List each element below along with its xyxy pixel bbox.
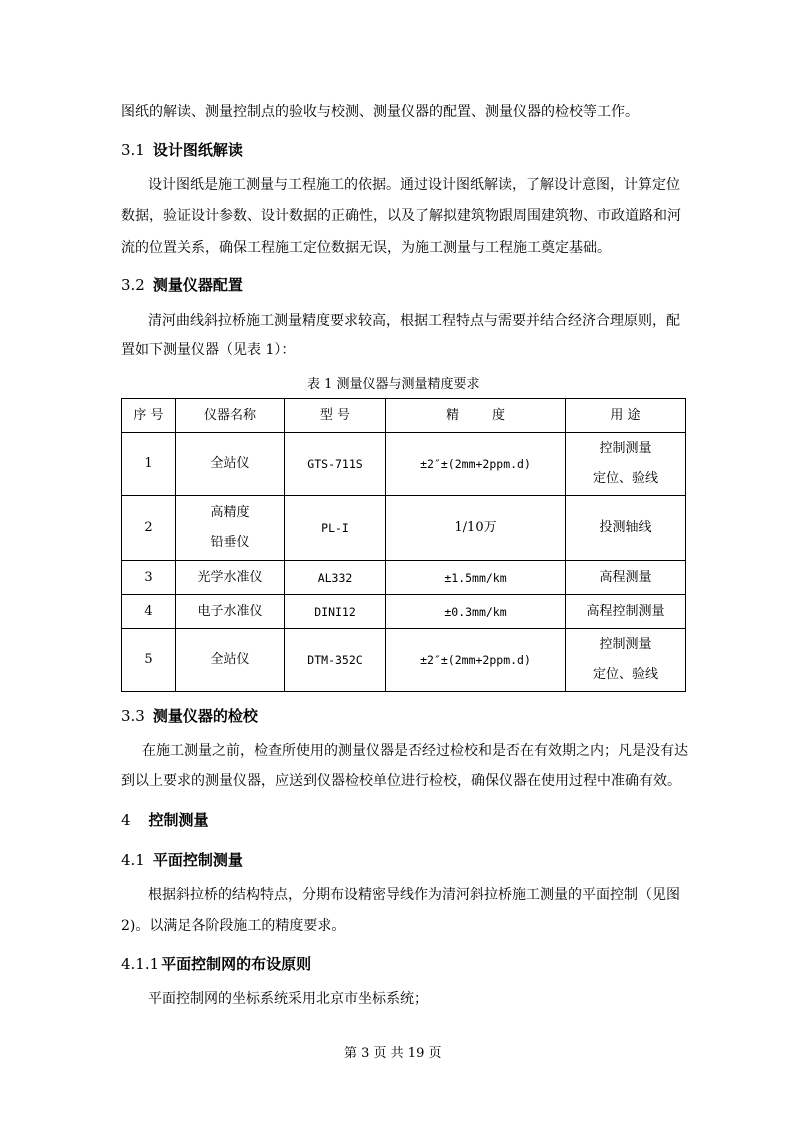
paragraph-line: 平面控制网的坐标系统采用北京市坐标系统； bbox=[148, 991, 428, 1007]
cell-use bbox=[566, 561, 686, 595]
cell-no: 5 bbox=[122, 629, 176, 692]
table-row bbox=[122, 496, 686, 561]
table-row bbox=[122, 433, 686, 496]
header-cell: 仪器名称 bbox=[176, 399, 285, 433]
name-line: 铅垂仪 bbox=[210, 535, 250, 550]
use-line: 定位、验线 bbox=[592, 471, 658, 486]
use-line: 控制测量 bbox=[599, 441, 652, 456]
paragraph-line: 数据，验证设计参数、设计数据的正确性，以及了解拟建筑物跟周围建筑物、市政道路和河 bbox=[121, 208, 681, 224]
heading-4-1-1 bbox=[121, 955, 311, 973]
cell-precision: 1/10万 bbox=[386, 496, 566, 561]
heading-title: 设计图纸解读 bbox=[152, 141, 243, 159]
cell-precision: ±2″±(2mm+2ppm.d) bbox=[386, 433, 566, 496]
paragraph-line: 置如下测量仪器（见表 1）： bbox=[121, 342, 296, 358]
cell-precision: ±1.5mm/km bbox=[386, 561, 566, 595]
cell-model: GTS-711S bbox=[285, 433, 386, 496]
heading-3-3 bbox=[121, 707, 258, 725]
cell-use bbox=[566, 629, 686, 692]
name-line: 高精度 bbox=[210, 505, 250, 520]
heading-number: 4.1.1 bbox=[121, 955, 160, 973]
paragraph-line: 流的位置关系，确保工程施工定位数据无误，为施工测量与工程施工奠定基础。 bbox=[121, 240, 611, 256]
paragraph-line: 清河曲线斜拉桥施工测量精度要求较高，根据工程特点与需要并结合经济合理原则，配 bbox=[148, 313, 680, 329]
use-line: 投测轴线 bbox=[599, 520, 652, 535]
table-row bbox=[122, 629, 686, 692]
cell-model: DTM-352C bbox=[285, 629, 386, 692]
paragraph-line: 2)。以满足各阶段施工的精度要求。 bbox=[121, 918, 346, 934]
cell-use bbox=[566, 433, 686, 496]
intro-paragraph: 图纸的解读、测量控制点的验收与校测、测量仪器的配置、测量仪器的检校等工作。 bbox=[121, 104, 639, 120]
cell-name bbox=[176, 561, 285, 595]
instrument-table bbox=[121, 398, 686, 692]
cell-name bbox=[176, 595, 285, 629]
cell-precision: ±2″±(2mm+2ppm.d) bbox=[386, 629, 566, 692]
cell-model: PL-I bbox=[285, 496, 386, 561]
name-line: 电子水准仪 bbox=[197, 603, 263, 619]
table-row bbox=[122, 595, 686, 629]
heading-title: 平面控制网的布设原则 bbox=[161, 955, 312, 973]
name-line: 全站仪 bbox=[210, 456, 250, 471]
heading-3-1 bbox=[121, 141, 243, 159]
cell-no: 3 bbox=[122, 561, 176, 595]
use-line: 定位、验线 bbox=[592, 667, 658, 682]
use-line: 控制测量 bbox=[599, 637, 652, 652]
heading-title: 平面控制测量 bbox=[152, 851, 243, 869]
table-row bbox=[122, 561, 686, 595]
cell-use bbox=[566, 496, 686, 561]
heading-number: 4 bbox=[121, 811, 131, 829]
paragraph-line: 根据斜拉桥的结构特点，分期布设精密导线作为清河斜拉桥施工测量的平面控制（见图 bbox=[148, 887, 680, 903]
name-line: 光学水准仪 bbox=[197, 569, 263, 585]
name-line: 全站仪 bbox=[210, 652, 250, 667]
cell-precision: ±0.3mm/km bbox=[386, 595, 566, 629]
heading-number: 3.1 bbox=[121, 141, 145, 159]
cell-no: 2 bbox=[122, 496, 176, 561]
cell-name bbox=[176, 433, 285, 496]
cell-name bbox=[176, 496, 285, 561]
paragraph-line: 设计图纸是施工测量与工程施工的依据。通过设计图纸解读，了解设计意图，计算定位 bbox=[148, 177, 680, 193]
cell-name bbox=[176, 629, 285, 692]
heading-title: 控制测量 bbox=[148, 811, 209, 829]
header-cell: 精 度 bbox=[386, 399, 566, 433]
table-header-row bbox=[122, 399, 686, 433]
cell-model: AL332 bbox=[285, 561, 386, 595]
heading-number: 3.3 bbox=[121, 707, 145, 725]
table-caption: 表 1 测量仪器与测量精度要求 bbox=[307, 377, 480, 392]
heading-4-1 bbox=[121, 851, 243, 869]
heading-number: 3.2 bbox=[121, 276, 145, 294]
heading-title: 测量仪器配置 bbox=[152, 276, 243, 294]
heading-4 bbox=[121, 811, 209, 829]
heading-title: 测量仪器的检校 bbox=[152, 707, 258, 725]
paragraph-line: 到以上要求的测量仪器，应送到仪器检校单位进行检校，确保仪器在使用过程中准确有效。 bbox=[121, 773, 681, 789]
cell-use bbox=[566, 595, 686, 629]
use-line: 高程控制测量 bbox=[586, 603, 665, 619]
page-footer: 第 3 页 共 19 页 bbox=[344, 1046, 442, 1061]
use-line: 高程测量 bbox=[599, 569, 652, 585]
heading-3-2 bbox=[121, 276, 243, 294]
header-cell: 用 途 bbox=[566, 399, 686, 433]
paragraph-line: 在施工测量之前，检查所使用的测量仪器是否经过检校和是否在有效期之内；凡是没有达 bbox=[142, 743, 688, 759]
heading-number: 4.1 bbox=[121, 851, 145, 869]
cell-model: DINI12 bbox=[285, 595, 386, 629]
cell-no: 1 bbox=[122, 433, 176, 496]
cell-no: 4 bbox=[122, 595, 176, 629]
header-cell: 型 号 bbox=[285, 399, 386, 433]
header-cell: 序 号 bbox=[122, 399, 176, 433]
